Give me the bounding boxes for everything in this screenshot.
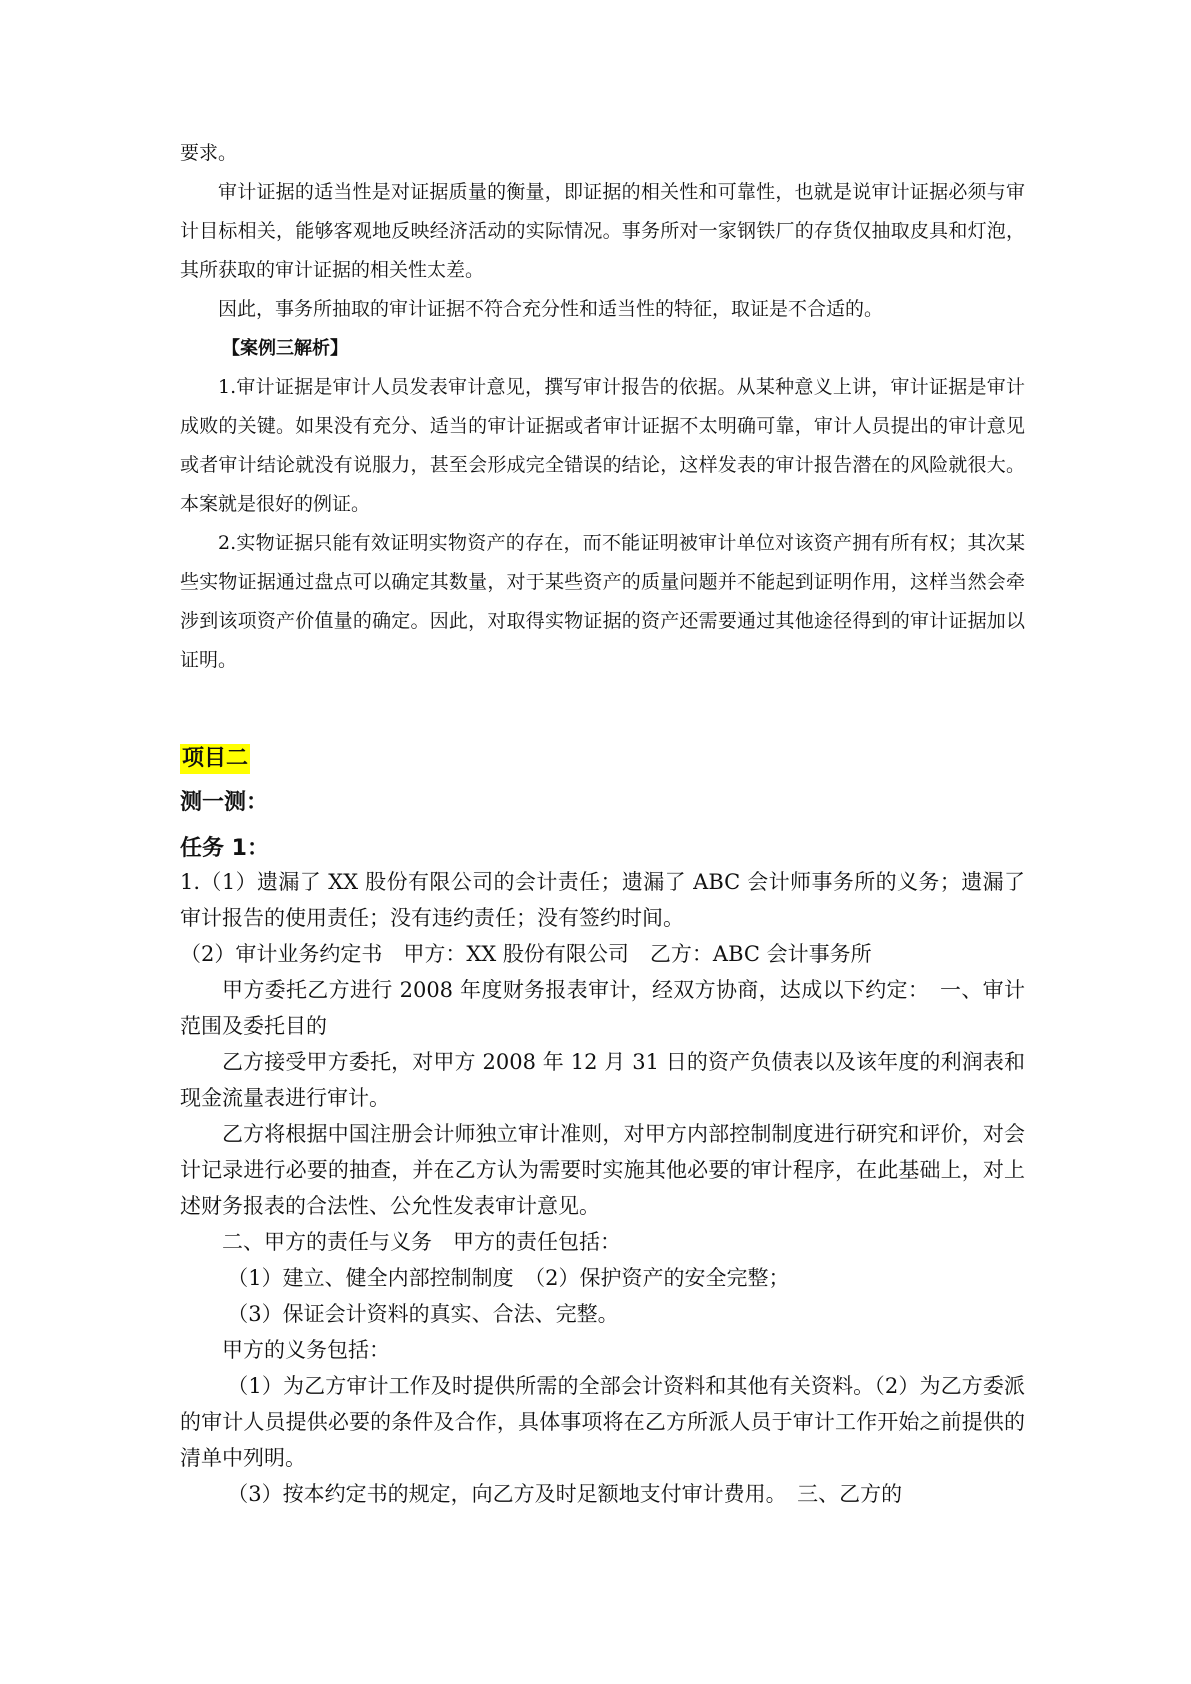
paragraph-conclusion: 因此，事务所抽取的审计证据不符合充分性和适当性的特征，取证是不合适的。 — [218, 298, 884, 320]
paragraph-analysis-2: 2.实物证据只能有效证明实物资产的存在，而不能证明被审计单位对该资产拥有所有权；其次某些实物证据通过盘点可以确定其数量，对于某些资产的质量问题并不能起到证明作用，这样当然会牵涉到该项资产价值量的确定。因此，对取得实物证据的资产还需要通过其他途径得到的审计证据加以证明。 — [180, 532, 1025, 671]
party-a-responsibility-1-2: （1）建立、健全内部控制制度 （2）保护资产的安全完整； — [227, 1266, 790, 1290]
agreement-header: （2）审计业务约定书 甲方：XX 股份有限公司 乙方：ABC 会计事务所 — [180, 942, 872, 966]
paragraph-analysis-1: 1.审计证据是审计人员发表审计意见，撰写审计报告的依据。从某种意义上讲，审计证据是审计成败的关键。如果没有充分、适当的审计证据或者审计证据不太明确可靠，审计人员提出的审计意见或者审计结论就没有说服力，甚至会形成完全错误的结论，这样发表的审计报告潜在的风险就很大。本案就是很好的例证。 — [180, 376, 1025, 515]
agreement-standards: 乙方将根据中国注册会计师独立审计准则，对甲方内部控制制度进行研究和评价，对会计记录进行必要的抽查，并在乙方认为需要时实施其他必要的审计程序，在此基础上，对上述财务报表的合法性、公允性发表审计意见。 — [180, 1122, 1025, 1218]
party-a-obligations-1-2: （1）为乙方审计工作及时提供所需的全部会计资料和其他有关资料。（2）为乙方委派的审计人员提供必要的条件及合作，具体事项将在乙方所派人员于审计工作开始之前提供的清单中列明。 — [180, 1374, 1025, 1470]
project-two-title: 项目二 — [180, 744, 250, 774]
project-two-section — [180, 744, 1025, 1512]
answer-line-1: 1.（1）遗漏了 XX 股份有限公司的会计责任；遗漏了 ABC 会计师事务所的义务；遗漏了审计报告的使用责任；没有违约责任；没有签约时间。 — [180, 870, 1025, 930]
paragraph-appropriateness: 审计证据的适当性是对证据质量的衡量，即证据的相关性和可靠性，也就是说审计证据必须与审计目标相关，能够客观地反映经济活动的实际情况。事务所对一家钢铁厂的存货仅抽取皮具和灯泡，其所获取的审计证据的相关性太差。 — [180, 181, 1025, 281]
agreement-scope: 乙方接受甲方委托，对甲方 2008 年 12 月 31 日的资产负债表以及该年度的利润表和现金流量表进行审计。 — [180, 1050, 1025, 1110]
agreement-intro: 甲方委托乙方进行 2008 年度财务报表审计，经双方协商，达成以下约定： 一、审计范围及委托目的 — [180, 978, 1025, 1038]
party-a-responsibilities-heading: 二、甲方的责任与义务 甲方的责任包括： — [222, 1230, 621, 1254]
document-content — [180, 134, 1025, 1512]
test-title: 测一测： — [180, 790, 269, 815]
party-a-obligation-3: （3）按本约定书的规定，向乙方及时足额地支付审计费用。 三、乙方的 — [227, 1482, 903, 1506]
case-three-heading: 【案例三解析】 — [222, 338, 348, 359]
case-analysis-section — [180, 134, 1025, 680]
task-one-title: 任务 1： — [180, 836, 269, 861]
party-a-obligations-heading: 甲方的义务包括： — [222, 1338, 390, 1362]
paragraph-requirement-end: 要求。 — [180, 142, 238, 164]
party-a-responsibility-3: （3）保证会计资料的真实、合法、完整。 — [227, 1302, 619, 1326]
